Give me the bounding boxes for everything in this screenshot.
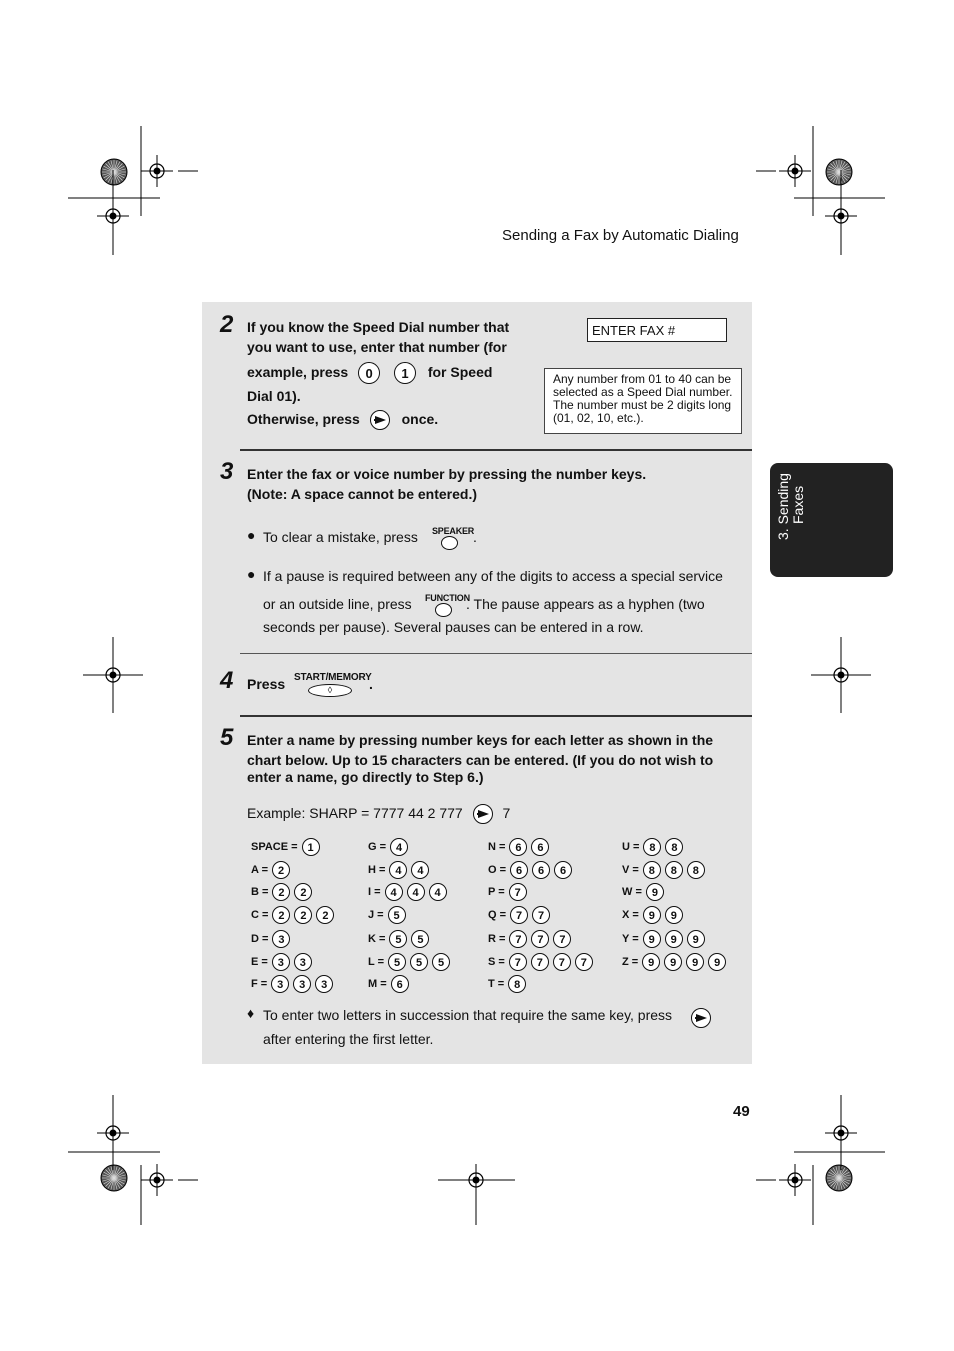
step5-line3: enter a name, go directly to Step 6.) [247,769,484,785]
number-key-icon: 3 [272,953,290,971]
divider [240,653,752,654]
number-key-icon: 3 [272,930,290,948]
tip-line2: after entering the first letter. [263,1031,434,1047]
number-key-icon: 9 [665,930,683,948]
registration-mark-stroke [792,1177,799,1184]
step3-bullet2-line1: If a pause is required between any of the digits to access a special service [263,568,723,584]
example-text: Example: SHARP = 7777 44 2 777 [247,805,463,821]
letter-label: Y = [622,933,639,945]
number-key-icon: 8 [665,861,683,879]
letter-chart-entry [368,881,451,903]
example-line [247,803,510,824]
speaker-key-icon [441,536,458,550]
step3-bullet1b: . [473,529,477,545]
letter-chart-entry [488,881,531,903]
letter-chart-entry [488,951,597,973]
letter-chart-entry [622,836,687,858]
function-key-label: FUNCTION [425,593,470,603]
speed-dial-note: Any number from 01 to 40 can be selected as a Speed Dial number. The number must be 2 digits long (01, 02, 10, etc.). [544,368,742,434]
number-key-icon: 6 [510,861,528,879]
step-number: 4 [220,667,234,694]
letter-label: D = [251,933,269,945]
tip-arrow-key [691,1008,711,1028]
number-key-icon: 7 [553,930,571,948]
number-key-icon: 7 [532,906,550,924]
letter-chart-entry [251,928,294,950]
number-key-icon: 4 [389,861,407,879]
step4-press: Press [247,676,286,692]
letter-label: SPACE = [251,841,298,853]
letter-label: P = [488,886,505,898]
number-key-icon: 6 [531,838,549,856]
number-key-icon: 2 [294,906,312,924]
letter-chart-entry [622,881,668,903]
number-key-icon: 7 [553,953,571,971]
step5-line1: Enter a name by pressing number keys for each letter as shown in the [247,732,714,748]
step2-line5 [247,409,438,430]
letter-chart-entry [368,973,413,995]
letter-label: Q = [488,909,507,921]
letter-chart-entry [251,973,337,995]
step2-line3 [247,362,492,384]
lcd-display: ENTER FAX # [587,318,727,342]
letter-label: S = [488,956,505,968]
number-key-icon: 7 [509,930,527,948]
letter-chart-entry [251,836,324,858]
number-key-icon: 7 [575,953,593,971]
step3-bullet1 [263,527,418,547]
bullet-dot: ● [247,566,256,582]
number-key-icon: 4 [429,883,447,901]
number-key-icon: 7 [509,953,527,971]
number-key-icon: 8 [508,975,526,993]
step3-bullet2-line2b: . The pause appears as a hyphen (two [466,596,705,612]
start-memory-key-icon: ◊ [308,684,352,697]
letter-label: A = [251,864,269,876]
letter-label: C = [251,909,269,921]
key-0-icon: 0 [358,362,380,384]
number-key-icon: 3 [293,975,311,993]
letter-label: I = [368,886,381,898]
number-key-icon: 9 [686,953,704,971]
number-key-icon: 4 [411,861,429,879]
number-key-icon: 8 [643,861,661,879]
letter-label: Z = [622,956,639,968]
number-key-icon: 5 [411,930,429,948]
speaker-key-label: SPEAKER [432,526,475,536]
step2-line5b: once. [401,411,439,427]
number-key-icon: 5 [432,953,450,971]
registration-mark-stroke [154,168,161,175]
step3-line1: Enter the fax or voice number by pressing the number keys. [247,466,647,482]
number-key-icon: 9 [664,953,682,971]
number-key-icon: 3 [315,975,333,993]
number-key-icon: 9 [643,930,661,948]
step2-line3a: example, press [247,364,349,380]
step3-bullet2-line3: seconds per pause). Several pauses can be entered in a row. [263,619,644,635]
letter-chart-entry [622,904,687,926]
letter-label: N = [488,841,506,853]
letter-chart-entry [622,951,730,973]
number-key-icon: 6 [391,975,409,993]
divider [240,449,752,451]
letter-label: O = [488,864,507,876]
letter-label: T = [488,978,505,990]
letter-label: U = [622,841,640,853]
letter-chart-entry [251,881,316,903]
running-header: Sending a Fax by Automatic Dialing [502,227,739,244]
step-number: 5 [220,724,234,751]
step3-bullet1a: To clear a mistake, press [263,529,418,545]
number-key-icon: 8 [665,838,683,856]
number-key-icon: 6 [532,861,550,879]
tip-line1: To enter two letters in succession that require the same key, press [263,1007,673,1023]
letter-chart-entry [488,928,575,950]
side-tab-line2: Faxes [790,485,806,524]
number-key-icon: 2 [316,906,334,924]
number-key-icon: 9 [687,930,705,948]
arrow-key-icon [691,1008,711,1028]
letter-chart-entry [368,928,433,950]
number-key-icon: 5 [410,953,428,971]
number-key-icon: 5 [389,930,407,948]
number-key-icon: 9 [708,953,726,971]
function-key-icon [435,603,452,617]
start-memory-key-label: START/MEMORY [294,672,372,683]
letter-label: L = [368,956,385,968]
number-key-icon: 4 [385,883,403,901]
step-number: 3 [220,458,234,485]
tip-bullet: ♦ [247,1005,255,1021]
example-end: 7 [502,805,511,821]
letter-label: K = [368,933,386,945]
arrow-key-icon [370,410,390,430]
number-key-icon: 4 [407,883,425,901]
number-key-icon: 6 [554,861,572,879]
number-key-icon: 1 [302,838,320,856]
letter-label: B = [251,886,269,898]
letter-label: E = [251,956,268,968]
letter-chart-entry [368,836,412,858]
letter-chart-entry [488,973,530,995]
letter-chart-entry [488,836,553,858]
side-tab-line1: 3. Sending [775,473,791,540]
step2-line3b: for Speed [427,364,493,380]
letter-chart-entry [251,904,338,926]
letter-label: M = [368,978,387,990]
page-number: 49 [733,1103,750,1120]
registration-mark-stroke [154,1177,161,1184]
number-key-icon: 9 [665,906,683,924]
number-key-icon: 7 [510,906,528,924]
letter-chart-entry [368,951,454,973]
letter-chart-entry [368,904,410,926]
step2-line1: If you know the Speed Dial number that [247,319,510,335]
side-tab-label [776,473,806,540]
letter-label: X = [622,909,639,921]
number-key-icon: 8 [687,861,705,879]
key-1-icon: 1 [394,362,416,384]
number-key-icon: 2 [272,861,290,879]
step2-line5a: Otherwise, press [247,411,360,427]
letter-label: V = [622,864,639,876]
number-key-icon: 3 [271,975,289,993]
number-key-icon: 9 [646,883,664,901]
step-number: 2 [220,311,234,338]
step4-end: . [369,676,373,692]
number-key-icon: 7 [531,930,549,948]
letter-label: G = [368,841,387,853]
number-key-icon: 5 [388,906,406,924]
letter-chart-entry [622,859,709,881]
letter-label: F = [251,978,268,990]
letter-chart-entry [488,904,554,926]
letter-chart-entry [622,928,709,950]
letter-label: J = [368,909,384,921]
number-key-icon: 2 [272,906,290,924]
number-key-icon: 7 [531,953,549,971]
number-key-icon: 2 [272,883,290,901]
letter-label: R = [488,933,506,945]
number-key-icon: 7 [509,883,527,901]
step2-line2: you want to use, enter that number (for [247,339,507,355]
step2-line4: Dial 01). [247,388,301,404]
number-key-icon: 8 [643,838,661,856]
letter-chart-entry [488,859,576,881]
number-key-icon: 5 [388,953,406,971]
step3-bullet2-line2a: or an outside line, press [263,596,412,612]
step3-line2: (Note: A space cannot be entered.) [247,486,478,502]
letter-chart-entry [251,951,316,973]
number-key-icon: 9 [643,906,661,924]
step5-line2: chart below. Up to 15 characters can be entered. (If you do not wish to [247,752,714,768]
number-key-icon: 2 [294,883,312,901]
bullet-dot: ● [247,527,256,543]
arrow-key-icon [473,804,493,824]
number-key-icon: 9 [642,953,660,971]
divider [240,715,752,717]
number-key-icon: 6 [509,838,527,856]
registration-mark-stroke [792,168,799,175]
letter-chart-entry [368,859,433,881]
number-key-icon: 4 [390,838,408,856]
number-key-icon: 3 [294,953,312,971]
letter-chart-entry [251,859,294,881]
letter-label: W = [622,886,642,898]
letter-label: H = [368,864,386,876]
